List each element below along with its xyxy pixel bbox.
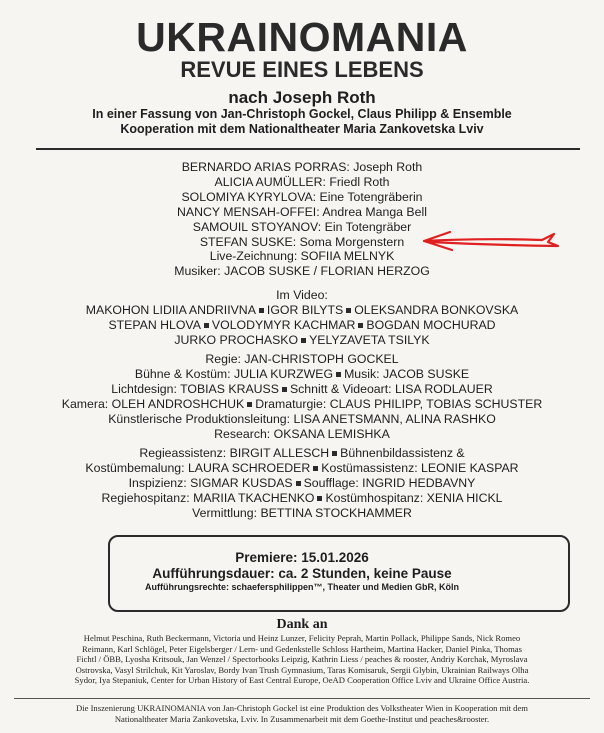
cast-line: NANCY MENSAH-OFFEI: Andrea Manga Bell bbox=[177, 204, 427, 219]
separator-square-icon bbox=[358, 323, 363, 328]
video-name: MAKOHON LIDIIA ANDRIIVNA bbox=[85, 302, 256, 317]
team-credit: Schnitt & Videoart: LISA RODLAUER bbox=[289, 381, 493, 396]
separator-square-icon bbox=[301, 338, 306, 343]
team-row bbox=[0, 367, 604, 382]
thanks-line: Fichtl / ÖBB, Lyosha Kritsouk, Jan Wenzel / Spectorbooks Leipzig, Kathrin Liess / peaches & rooster, Andriy Korchak, Myroslava bbox=[76, 654, 528, 665]
team-credit: Künstlerische Produktionsleitung: LISA ANETSMANN, ALINA RASHKO bbox=[108, 411, 496, 426]
video-heading: Im Video: bbox=[276, 288, 328, 302]
video-name: OLEKSANDRA BONKOVSKA bbox=[354, 302, 519, 317]
team-credit: Bühne & Kostüm: JULIA KURZWEG bbox=[134, 366, 334, 381]
separator-square-icon bbox=[346, 308, 351, 313]
assistant-credit: Soufflage: INGRID HEDBAVNY bbox=[303, 475, 476, 490]
cooperation-line: Kooperation mit dem Nationaltheater Maria Zankovetska Lviv bbox=[120, 122, 484, 136]
assistant-credit: Kostümassistenz: LEONIE KASPAR bbox=[321, 460, 519, 475]
team-row bbox=[0, 397, 604, 412]
footer-divider bbox=[14, 698, 590, 699]
credits-intro bbox=[0, 107, 604, 137]
video-name: BOGDAN MOCHURAD bbox=[366, 317, 496, 332]
team-credit: Musik: JACOB SUSKE bbox=[344, 366, 470, 381]
production-title: UKRAINOMANIA bbox=[136, 14, 468, 60]
team-row bbox=[0, 427, 604, 442]
cast-line: Musiker: JACOB SUSKE / FLORIAN HERZOG bbox=[174, 264, 430, 279]
video-name: JURKO PROCHASKO bbox=[174, 332, 299, 347]
production-note-line: Die Inszenierung UKRAINOMANIA von Jan-Christoph Gockel ist eine Produktion des Volkstheater Wien in Kooperation mit dem bbox=[76, 703, 528, 713]
production-note bbox=[14, 703, 590, 724]
premiere-date: Premiere: 15.01.2026 bbox=[235, 550, 369, 565]
video-credits bbox=[0, 288, 604, 348]
assistant-credits bbox=[0, 446, 604, 521]
assistant-row bbox=[0, 491, 604, 506]
version-line: In einer Fassung von Jan-Christoph Gockel, Claus Philipp & Ensemble bbox=[92, 107, 512, 121]
assistant-row bbox=[0, 461, 604, 476]
assistant-credit: Inspizienz: SIGMAR KUSDAS bbox=[128, 475, 293, 490]
source-author-line: nach Joseph Roth bbox=[228, 88, 376, 107]
thanks-heading: Dank an bbox=[276, 617, 328, 632]
team-credit: Lichtdesign: TOBIAS KRAUSS bbox=[111, 381, 279, 396]
performance-duration: Aufführungsdauer: ca. 2 Stunden, keine Pause bbox=[152, 566, 452, 581]
team-row bbox=[0, 382, 604, 397]
creative-team bbox=[0, 352, 604, 441]
production-subtitle: REVUE EINES LEBENS bbox=[180, 57, 424, 82]
team-credit: Dramaturgie: CLAUS PHILIPP, TOBIAS SCHUSTER bbox=[255, 396, 543, 411]
assistant-credit: Kostümbemalung: LAURA SCHROEDER bbox=[85, 460, 311, 475]
video-name: YELYZAVETA TSILYK bbox=[309, 332, 430, 347]
team-credit: Regie: JAN-CHRISTOPH GOCKEL bbox=[205, 352, 399, 366]
video-name: STEPAN HLOVA bbox=[108, 317, 201, 332]
team-credit: Research: OKSANA LEMISHKA bbox=[214, 426, 390, 441]
assistant-row bbox=[0, 506, 604, 521]
separator-square-icon bbox=[204, 323, 209, 328]
performance-rights: Aufführungsrechte: schaefersphilippen™, Theater und Medien GbR, Köln bbox=[144, 582, 460, 592]
thanks-line: Reimann, Karl Schlögel, Peter Eigelsberger / Lern- und Gedenkstelle Schloss Hartheim, Martina Hacker, Daniel Pinka, Thomas bbox=[82, 643, 522, 654]
assistant-credit: Kostümhospitanz: XENIA HICKL bbox=[325, 490, 503, 505]
section-divider bbox=[36, 148, 580, 150]
video-row bbox=[0, 303, 604, 318]
cast-line: SAMOUIL STOYANOV: Ein Totengräber bbox=[192, 219, 412, 234]
separator-square-icon bbox=[317, 496, 322, 501]
cast-line: ALICIA AUMÜLLER: Friedl Roth bbox=[214, 174, 390, 189]
annotation-arrow-icon bbox=[420, 228, 560, 258]
team-row bbox=[0, 412, 604, 427]
thanks-line: Helmut Peschina, Ruth Beckermann, Victoria und Heinz Lunzer, Felicity Peprah, Martin Pollack, Philippe Sands, Nick Romeo bbox=[83, 633, 521, 643]
separator-square-icon bbox=[282, 387, 287, 392]
video-name: IGOR BILYTS bbox=[266, 302, 344, 317]
cast-line: BERNARDO ARIAS PORRAS: Joseph Roth bbox=[181, 160, 423, 174]
assistant-row bbox=[0, 446, 604, 461]
thanks-line: Sydor, Iya Stepaniuk, Center for Urban History of East Central Europe, OeAD Cooperation Office Lviv and Ukraine Office Austria. bbox=[74, 675, 530, 686]
cast-line: Live-Zeichnung: SOFIIA MELNYK bbox=[209, 249, 395, 264]
assistant-row bbox=[0, 476, 604, 491]
cast-list bbox=[0, 160, 604, 279]
separator-square-icon bbox=[336, 372, 341, 377]
separator-square-icon bbox=[247, 402, 252, 407]
assistant-credit: Regiehospitanz: MARIIA TKACHENKO bbox=[101, 490, 315, 505]
thanks-list bbox=[34, 633, 570, 686]
team-row bbox=[0, 352, 604, 367]
video-row bbox=[0, 333, 604, 348]
team-credit: Kamera: OLEH ANDROSHCHUK bbox=[61, 396, 245, 411]
production-note-line: Nationaltheater Maria Zankovetska, Lviv. In Zusammenarbeit mit dem Goethe-Institut und peaches&rooster. bbox=[114, 713, 490, 724]
separator-square-icon bbox=[313, 466, 318, 471]
separator-square-icon bbox=[259, 308, 264, 313]
cast-line: STEFAN SUSKE: Soma Morgenstern bbox=[199, 234, 405, 249]
thanks-line: Ostrovska, Vasyl Strilchuk, Kit Yaroslav, Bordy Ivan Trush Gymnasium, Taras Komisaruk, Sergii Glybin, Ukrainian Railways Olha bbox=[75, 664, 529, 675]
cast-line: SOLOMIYA KYRYLOVA: Eine Totengräberin bbox=[181, 189, 423, 204]
assistant-credit: Bühnenbildassistenz & bbox=[340, 446, 465, 460]
video-name: VOLODYMYR KACHMAR bbox=[211, 317, 356, 332]
assistant-credit: Regieassistenz: BIRGIT ALLESCH bbox=[139, 446, 330, 460]
video-row bbox=[0, 318, 604, 333]
assistant-credit: Vermittlung: BETTINA STOCKHAMMER bbox=[192, 505, 412, 520]
separator-square-icon bbox=[296, 481, 301, 486]
separator-square-icon bbox=[332, 451, 337, 456]
